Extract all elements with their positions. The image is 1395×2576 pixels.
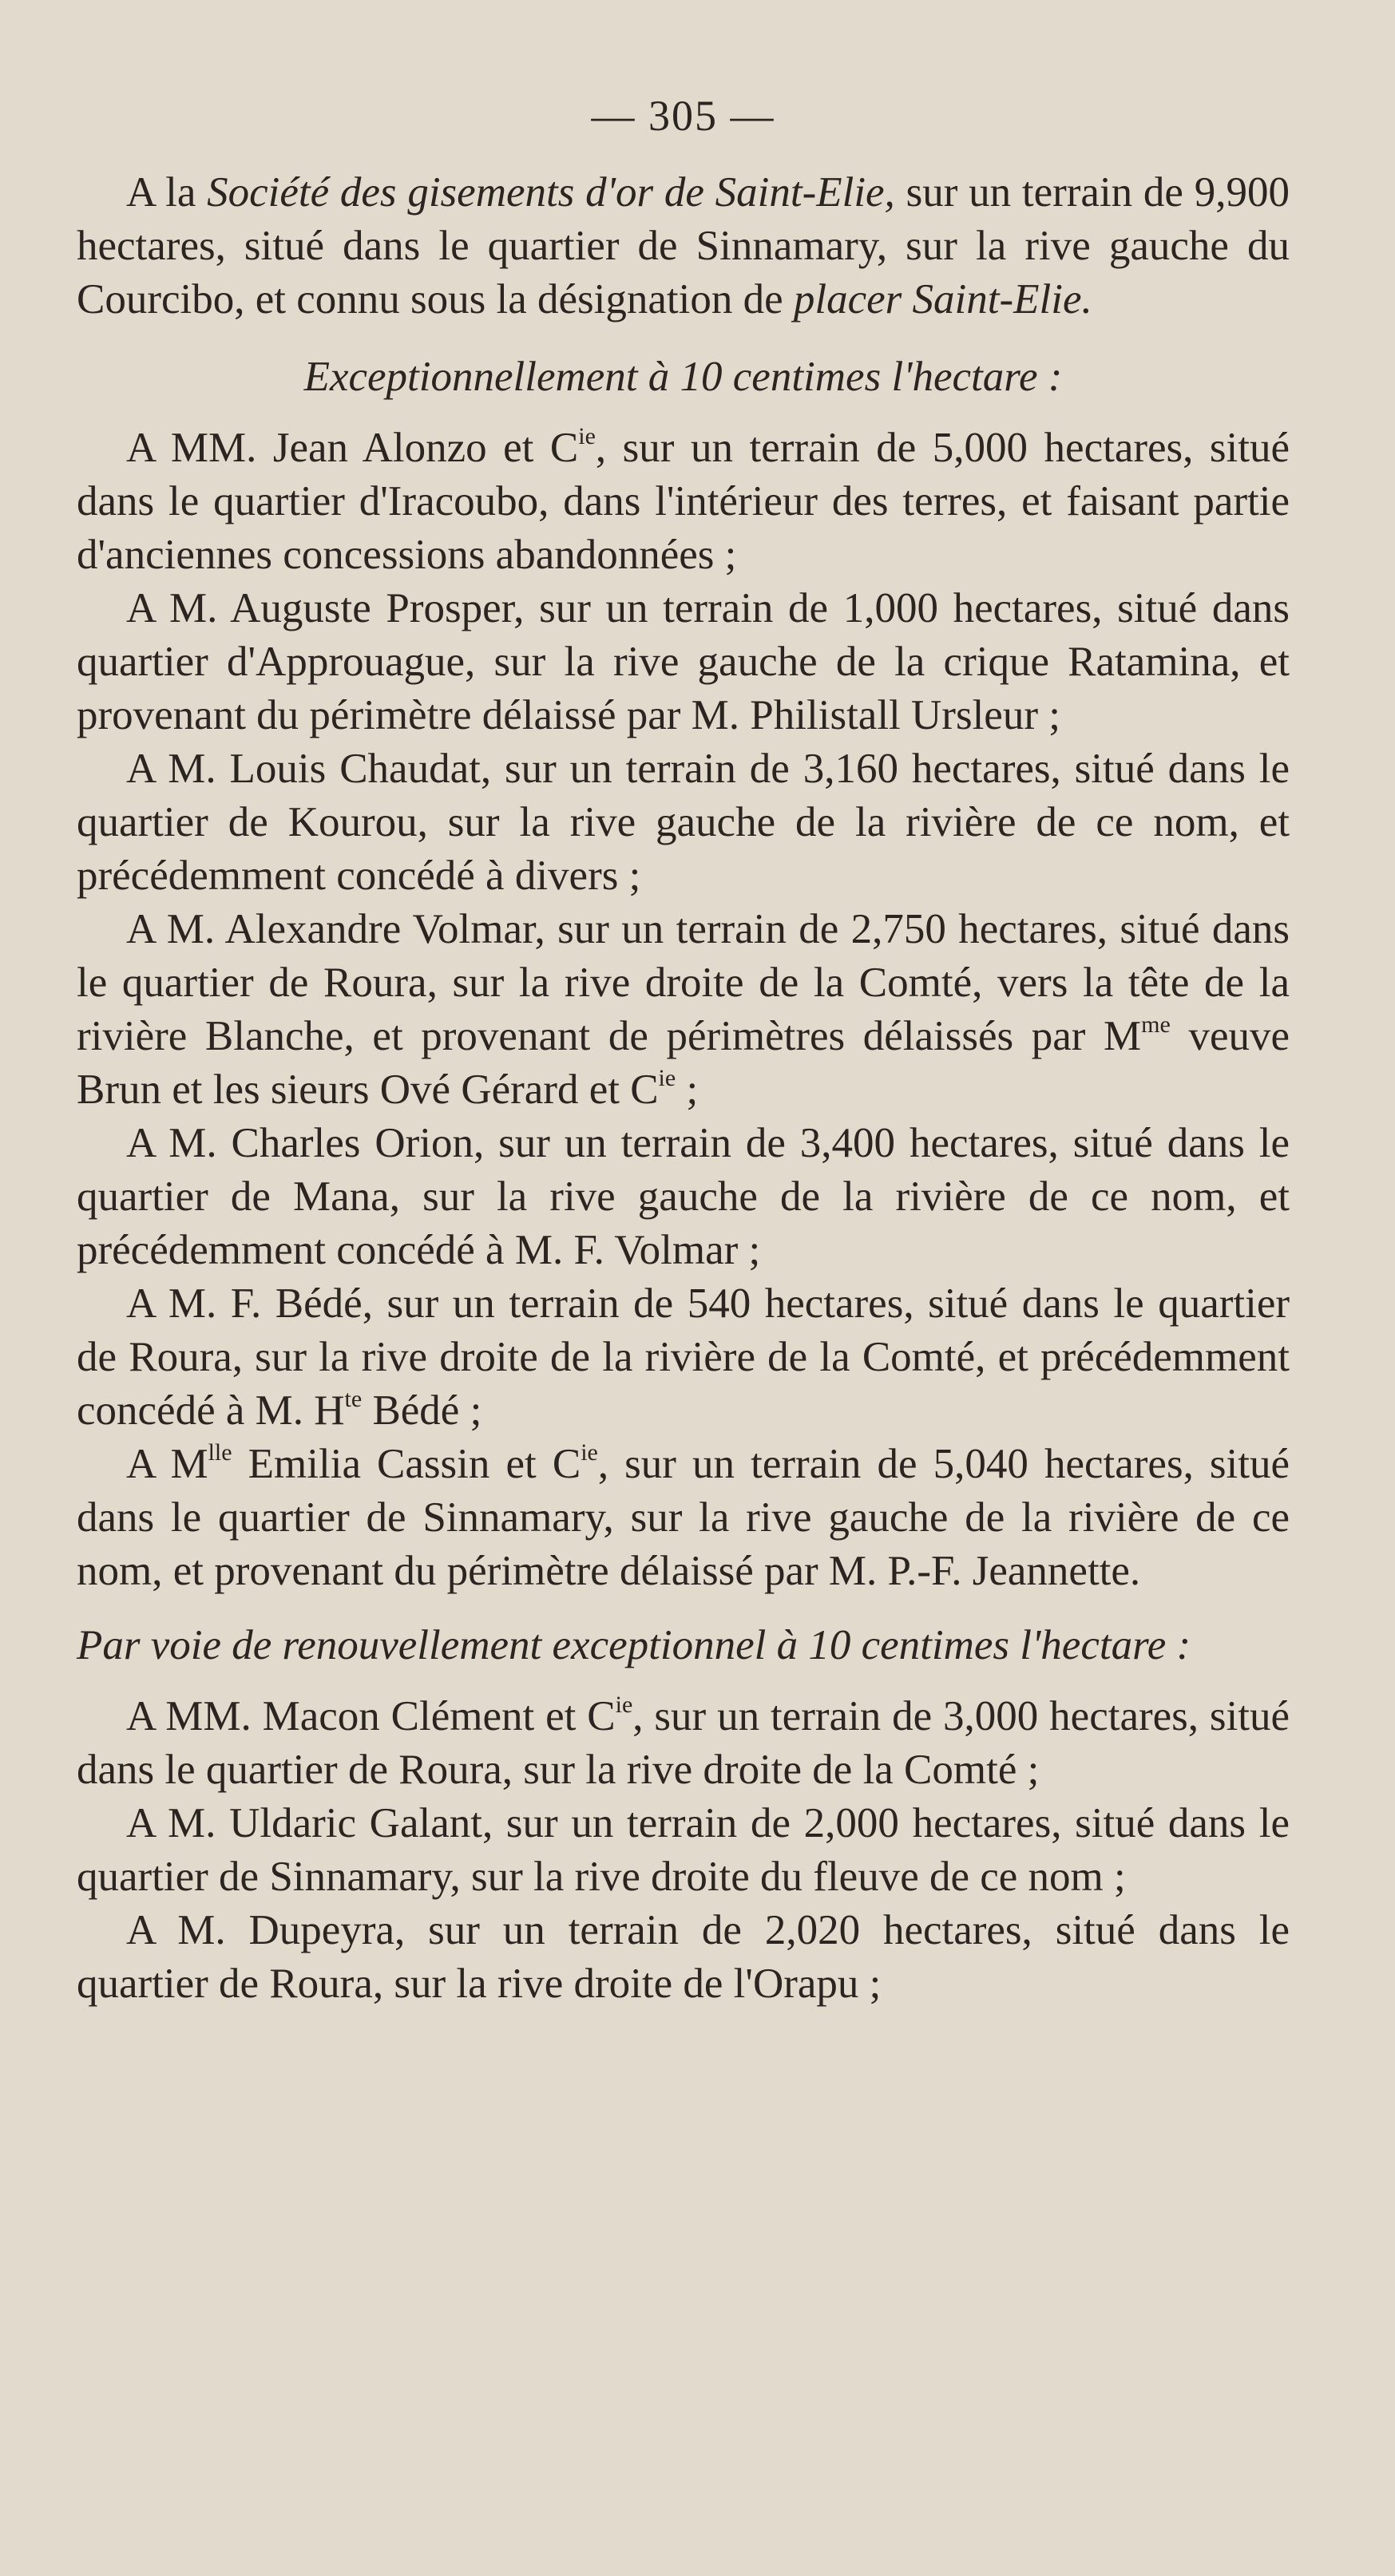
text: A M. F. Bédé, sur un terrain de 540 hectares, situé dans le quartier de Roura, sur la rive droite de la rivière de la Comté, et précédemment concédé à M. H	[77, 1280, 1290, 1434]
entry-alonzo	[77, 421, 1290, 582]
entry-prosper	[77, 582, 1290, 742]
superscript: ie	[581, 1439, 598, 1466]
text: Emilia Cassin et C	[232, 1441, 581, 1487]
entry-volmar	[77, 903, 1290, 1117]
text: , sur un terrain de 5,040 hectares, situé dans le quartier de Sinnamary, sur la rive gauche de la rivière de ce nom, et provenant du périmètre délaissé par M. P.-F. Jeannette.	[77, 1441, 1290, 1594]
page-number: — 305 —	[591, 92, 775, 140]
text: A M	[126, 1441, 208, 1487]
text: A la	[126, 169, 208, 216]
text: A M. Uldaric Galant, sur un terrain de 2,000 hectares, situé dans le quartier de Sinnamary, sur la rive droite du fleuve de ce nom ;	[77, 1800, 1290, 1900]
text: A MM. Jean Alonzo et C	[126, 425, 579, 471]
entry-chaudat	[77, 742, 1290, 903]
text: veuve Brun et les sieurs Ové Gérard et C	[77, 1013, 1290, 1113]
text: A M. Louis Chaudat, sur un terrain de 3,160 hectares, situé dans le quartier de Kourou, sur la rive gauche de la rivière de ce nom, et précédemment concédé à divers ;	[77, 746, 1290, 899]
text: A M. Auguste Prosper, sur un terrain de 1,000 hectares, situé dans quartier d'Approuague, sur la rive gauche de la crique Ratamina, et provenant du périmètre délaissé par M. Philistall Ursleur ;	[77, 585, 1290, 738]
superscript: ie	[658, 1065, 676, 1091]
text: Bédé ;	[362, 1387, 482, 1434]
entry-dupeyra	[77, 1904, 1290, 2011]
text: , sur un terrain de 3,000 hectares, situé dans le quartier de Roura, sur la rive droite de la Comté ;	[77, 1693, 1290, 1793]
company-name: Société des gisements d'or de Saint-Elie,	[207, 169, 895, 216]
section-heading-renewal: Par voie de renouvellement exceptionnel à 10 centimes l'hectare :	[77, 1622, 1191, 1668]
text: A M. Alexandre Volmar, sur un terrain de 2,750 hectares, situé dans le quartier de Roura, sur la rive droite de la Comté, vers la tête de la rivière Blanche, et provenant de périmètres délaissés par M	[77, 906, 1290, 1059]
entry-orion	[77, 1117, 1290, 1277]
paragraph-saint-elie	[77, 166, 1290, 326]
section-heading-exceptional: Exceptionnellement à 10 centimes l'hectare :	[303, 354, 1063, 400]
text: ;	[676, 1066, 699, 1113]
entry-galant	[77, 1797, 1290, 1904]
superscript: me	[1141, 1011, 1171, 1038]
text: A MM. Macon Clément et C	[126, 1693, 616, 1739]
superscript: lle	[208, 1439, 232, 1466]
entry-cassin	[77, 1438, 1290, 1598]
superscript: ie	[615, 1692, 633, 1718]
text: , sur un terrain de 5,000 hectares, situé dans le quartier d'Iracoubo, dans l'intérieur des terres, et faisant partie d'anciennes concessions abandonnées ;	[77, 425, 1290, 578]
text: sur un terrain de 9,900 hectares, situé dans le quartier de Sinnamary, sur la rive gauche du Courcibo, et connu sous la désignation de	[77, 169, 1290, 322]
entry-bede	[77, 1277, 1290, 1438]
superscript: te	[344, 1386, 363, 1412]
superscript: ie	[578, 423, 596, 449]
placer-name: placer Saint-Elie.	[793, 276, 1092, 322]
entry-macon	[77, 1690, 1290, 1797]
text: A M. Dupeyra, sur un terrain de 2,020 hectares, situé dans le quartier de Roura, sur la rive droite de l'Orapu ;	[77, 1907, 1290, 2007]
text: A M. Charles Orion, sur un terrain de 3,400 hectares, situé dans le quartier de Mana, sur la rive gauche de la rivière de ce nom, et précédemment concédé à M. F. Volmar ;	[77, 1120, 1290, 1273]
